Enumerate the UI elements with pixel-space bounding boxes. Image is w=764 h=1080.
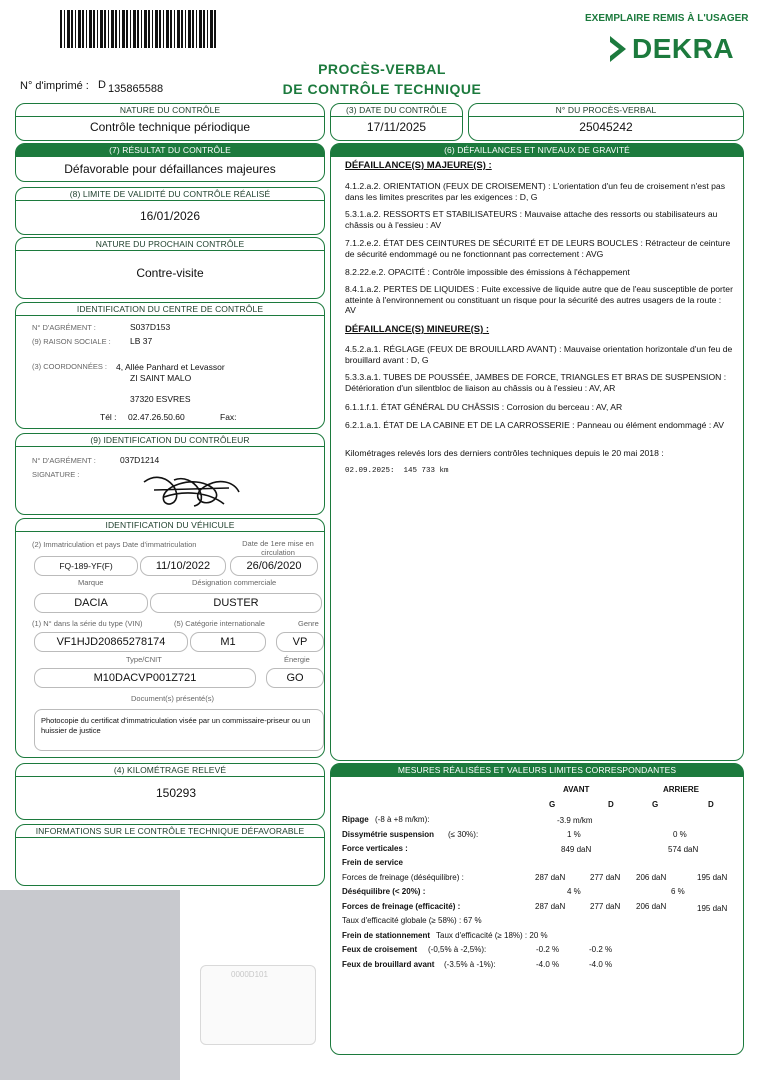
pv-value: 25045242 bbox=[579, 120, 633, 134]
avant-g: G bbox=[549, 800, 556, 809]
pv-box bbox=[468, 103, 744, 141]
fe-ard: 195 daN bbox=[697, 904, 728, 913]
mineure-item: 6.2.1.a.1. ÉTAT DE LA CABINE ET DE LA CARROSSERIE : Panneau ou élément endommagé : AV bbox=[345, 420, 724, 430]
dissym-ar: 0 % bbox=[673, 830, 687, 839]
centre-agrement: S037D153 bbox=[130, 322, 171, 332]
dissym-label: Dissymétrie suspension bbox=[342, 830, 435, 839]
mineure-item: 5.3.3.a.1. TUBES DE POUSSÉE, JAMBES DE FORCE, TRIANGLES ET BRAS DE SUSPENSION : Détérioration d'un silentbloc de liaison au châssis ou à l'essieu : AV, AR bbox=[345, 372, 727, 393]
validite-box bbox=[15, 187, 325, 235]
nature-header: NATURE DU CONTRÔLE bbox=[16, 104, 324, 117]
fe-avg: 287 daN bbox=[535, 902, 566, 911]
majeure-item: 8.4.1.a.2. PERTES DE LIQUIDES : Fuite excessive de liquide autre que de l'eau susceptible de porter atteinte à l'environnement ou constituant un risque pour la sécurité des autres usagers de la route : AV bbox=[345, 284, 733, 316]
vehicule-header: IDENTIFICATION DU VÉHICULE bbox=[16, 519, 324, 532]
force-v-ar: 574 daN bbox=[668, 845, 699, 854]
designation-field: DUSTER bbox=[150, 593, 322, 613]
categorie-field: M1 bbox=[190, 632, 266, 652]
dekra-logo bbox=[608, 32, 738, 66]
centre-addr2: ZI SAINT MALO bbox=[130, 373, 192, 383]
prochain-value: Contre-visite bbox=[136, 266, 204, 280]
fd-ard: 195 daN bbox=[697, 873, 728, 882]
kilometrage-box bbox=[15, 763, 325, 820]
stationnement-label: Frein de stationnement bbox=[342, 931, 431, 940]
documents-field: Photocopie du certificat d'immatriculation visée par un commissaire-priseur ou un huissier de justice bbox=[34, 709, 324, 751]
ripage-value: -3.9 m/km bbox=[557, 816, 593, 825]
type-label: Type/CNIT bbox=[126, 655, 162, 664]
controleur-signature-label: SIGNATURE : bbox=[32, 470, 80, 479]
exemplaire-label: EXEMPLAIRE REMIS À L'USAGER bbox=[585, 13, 749, 24]
centre-coord-label: (3) COORDONNÉES : bbox=[32, 362, 108, 371]
nature-value: Contrôle technique périodique bbox=[89, 120, 251, 134]
mesures-box bbox=[330, 763, 744, 1055]
title-line1: PROCÈS-VERBAL bbox=[318, 61, 446, 77]
mesures-header: MESURES RÉALISÉES ET VALEURS LIMITES CORRESPONDANTES bbox=[331, 764, 743, 777]
avant-d: D bbox=[608, 800, 614, 809]
immat-field: FQ-189-YF(F) bbox=[34, 556, 138, 576]
majeures-title: DÉFAILLANCE(S) MAJEURE(S) : bbox=[345, 160, 492, 171]
stationnement-value: Taux d'efficacité (≥ 18%) : 20 % bbox=[436, 931, 548, 940]
categorie-label: (5) Catégorie internationale bbox=[174, 619, 265, 628]
genre-label: Genre bbox=[298, 619, 319, 628]
km-note: Kilométrages relevés lors des derniers contrôles techniques depuis le 20 mai 2018 : bbox=[345, 448, 664, 458]
defaillances-header: (6) DÉFAILLANCES ET NIVEAUX DE GRAVITÉ bbox=[331, 144, 743, 157]
brouillard-range: (-3.5% à -1%): bbox=[444, 960, 496, 969]
immat-label: (2) Immatriculation et pays Date d'immatriculation bbox=[32, 540, 197, 549]
stamp-text: 0000D101 bbox=[231, 970, 268, 979]
fd-avg: 287 daN bbox=[535, 873, 566, 882]
infos-header: INFORMATIONS SUR LE CONTRÔLE TECHNIQUE DÉFAVORABLE bbox=[16, 825, 324, 838]
dissym-av: 1 % bbox=[567, 830, 581, 839]
mise-label: Date de 1ere mise en circulation bbox=[242, 539, 314, 557]
croisement-d: -0.2 % bbox=[589, 945, 613, 954]
signature bbox=[134, 462, 254, 512]
centre-box bbox=[15, 302, 325, 429]
vin-label: (1) N° dans la série du type (VIN) bbox=[32, 619, 143, 628]
centre-raison: LB 37 bbox=[130, 336, 153, 346]
nature-box bbox=[15, 103, 325, 141]
majeure-item: 4.1.2.a.2. ORIENTATION (FEUX DE CROISEMENT) : L'orientation d'un feu de croisement n'est pas dans les limites prescrites par les exigences : D, G bbox=[345, 181, 726, 202]
resultat-header: (7) RÉSULTAT DU CONTRÔLE bbox=[16, 144, 324, 157]
resultat-value: Défavorable pour défaillances majeures bbox=[64, 162, 276, 176]
energie-label: Énergie bbox=[284, 655, 310, 664]
ripage-range: (-8 à +8 m/km): bbox=[375, 815, 430, 824]
vehicule-box bbox=[15, 518, 325, 758]
deseq-av: 4 % bbox=[567, 887, 581, 896]
brouillard-label: Feux de brouillard avant bbox=[342, 960, 435, 969]
forces-eff-label: Forces de freinage (efficacité) : bbox=[342, 902, 461, 911]
dekra-arrow-icon bbox=[608, 34, 628, 64]
vin-field: VF1HJD20865278174 bbox=[34, 632, 188, 652]
fe-avd: 277 daN bbox=[590, 902, 621, 911]
majeure-item: 8.2.22.e.2. OPACITÉ : Contrôle impossible des émissions à l'échappement bbox=[345, 267, 630, 277]
centre-tel-label: Tél : bbox=[100, 412, 117, 422]
energie-field: GO bbox=[266, 668, 324, 688]
imprime-label: N° d'imprimé : bbox=[20, 80, 89, 92]
mineures-title: DÉFAILLANCE(S) MINEURE(S) : bbox=[345, 324, 490, 335]
pv-header: N° DU PROCÈS-VERBAL bbox=[469, 104, 743, 117]
date-immat-field: 11/10/2022 bbox=[140, 556, 226, 576]
prochain-box bbox=[15, 237, 325, 299]
taux-global: Taux d'efficacité globale (≥ 58%) : 67 % bbox=[342, 916, 482, 925]
dekra-brand: DEKRA bbox=[632, 33, 735, 64]
resultat-box bbox=[15, 143, 325, 182]
arriere-d: D bbox=[708, 800, 714, 809]
croisement-label: Feux de croisement bbox=[342, 945, 418, 954]
genre-field: VP bbox=[276, 632, 324, 652]
barcode bbox=[60, 10, 216, 48]
majeure-item: 5.3.1.a.2. RESSORTS ET STABILISATEURS : Mauvaise attache des ressorts ou stabilisateurs au châssis ou à l'essieu : AV bbox=[345, 209, 718, 230]
deseq-ar: 6 % bbox=[671, 887, 685, 896]
centre-raison-label: (9) RAISON SOCIALE : bbox=[32, 337, 111, 346]
ripage-label: Ripage bbox=[342, 815, 369, 824]
controleur-header: (9) IDENTIFICATION DU CONTRÔLEUR bbox=[16, 434, 324, 447]
documents-label: Document(s) présenté(s) bbox=[131, 694, 214, 703]
controleur-agrement: 037D1214 bbox=[120, 455, 160, 465]
controleur-agrement-label: N° D'AGRÉMENT : bbox=[32, 456, 96, 465]
centre-tel: 02.47.26.50.60 bbox=[128, 412, 185, 422]
force-v-label: Force verticales : bbox=[342, 844, 408, 853]
title-line2: DE CONTRÔLE TECHNIQUE bbox=[282, 81, 482, 97]
imprime-prefix: D bbox=[98, 79, 106, 91]
avant-label: AVANT bbox=[563, 785, 590, 794]
arriere-label: ARRIERE bbox=[663, 785, 700, 794]
centre-fax-label: Fax: bbox=[220, 412, 237, 422]
validite-header: (8) LIMITE DE VALIDITÉ DU CONTRÔLE RÉALISÉ bbox=[16, 188, 324, 201]
date-header: (3) DATE DU CONTRÔLE bbox=[331, 104, 462, 117]
prochain-header: NATURE DU PROCHAIN CONTRÔLE bbox=[16, 238, 324, 251]
fe-arg: 206 daN bbox=[636, 902, 667, 911]
brouillard-g: -4.0 % bbox=[536, 960, 560, 969]
kilometrage-value: 150293 bbox=[155, 786, 197, 800]
croisement-g: -0.2 % bbox=[536, 945, 560, 954]
centre-agrement-label: N° D'AGRÉMENT : bbox=[32, 323, 96, 332]
mineure-item: 6.1.1.f.1. ÉTAT GÉNÉRAL DU CHÂSSIS : Corrosion du berceau : AV, AR bbox=[345, 402, 623, 412]
mineure-item: 4.5.2.a.1. RÉGLAGE (FEUX DE BROUILLARD AVANT) : Mauvaise orientation horizontale d'un feu de brouillard avant : D, G bbox=[345, 344, 733, 365]
stamp-placeholder bbox=[200, 965, 316, 1045]
brouillard-d: -4.0 % bbox=[589, 960, 613, 969]
imprime-number: 135865588 bbox=[108, 83, 164, 95]
centre-addr3: 37320 ESVRES bbox=[130, 394, 191, 404]
frein-service: Frein de service bbox=[342, 858, 403, 867]
date-mise-field: 26/06/2020 bbox=[230, 556, 318, 576]
marque-label: Marque bbox=[78, 578, 104, 587]
centre-addr1: 4, Allée Panhard et Levassor bbox=[116, 362, 225, 372]
majeure-item: 7.1.2.e.2. ÉTAT DES CEINTURES DE SÉCURITÉ ET DE LEURS BOUCLES : Rétracteur de ceinture de sécurité endommagé ou ne fonctionnant pas correctement : AVG bbox=[345, 238, 731, 259]
kilometrage-header: (4) KILOMÉTRAGE RELEVÉ bbox=[16, 764, 324, 777]
date-box bbox=[330, 103, 463, 141]
designation-label: Désignation commerciale bbox=[192, 578, 277, 587]
defaillances-box bbox=[330, 143, 744, 761]
dissym-range: (≤ 30%): bbox=[448, 830, 479, 839]
fd-avd: 277 daN bbox=[590, 873, 621, 882]
validite-value: 16/01/2026 bbox=[139, 209, 201, 223]
deseq-label: Déséquilibre (< 20%) : bbox=[342, 887, 426, 896]
fd-arg: 206 daN bbox=[636, 873, 667, 882]
arriere-g: G bbox=[652, 800, 659, 809]
controleur-box bbox=[15, 433, 325, 515]
km-entry: 02.09.2025: 145 733 km bbox=[345, 467, 449, 475]
date-value: 17/11/2025 bbox=[366, 120, 427, 134]
marque-field: DACIA bbox=[34, 593, 148, 613]
centre-header: IDENTIFICATION DU CENTRE DE CONTRÔLE bbox=[16, 303, 324, 316]
forces-desq-label: Forces de freinage (déséquilibre) : bbox=[342, 873, 464, 882]
croisement-range: (-0,5% à -2,5%): bbox=[428, 945, 487, 954]
infos-box bbox=[15, 824, 325, 886]
type-field: M10DACVP001Z721 bbox=[34, 668, 256, 688]
force-v-av: 849 daN bbox=[561, 845, 592, 854]
